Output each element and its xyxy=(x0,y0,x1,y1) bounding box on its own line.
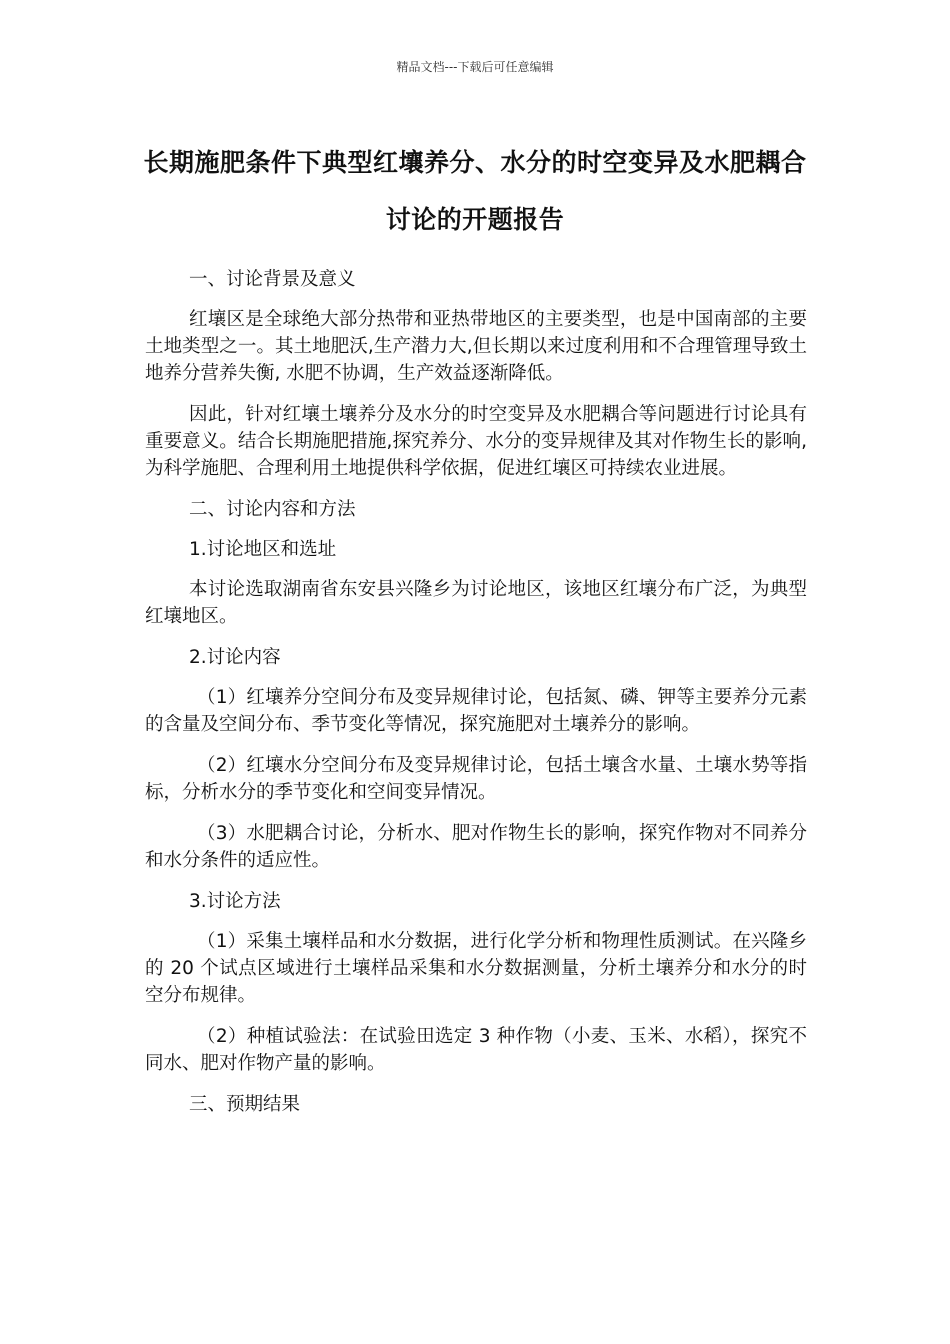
paragraph-red-soil-overview: 红壤区是全球绝大部分热带和亚热带地区的主要类型，也是中国南部的主要土地类型之一。其土地肥沃,生产潜力大,但长期以来过度利用和不合理管理导致土地养分营养失衡, 水肥不协调，生产效益逐渐降低。 xyxy=(145,309,807,384)
section-heading-background: 一、讨论背景及意义 xyxy=(189,269,356,290)
section-heading-content-methods: 二、讨论内容和方法 xyxy=(189,499,356,520)
document-body xyxy=(145,266,807,1131)
subheading-research-content: 2.讨论内容 xyxy=(189,647,281,668)
header-note: 精品文档---下载后可任意编辑 xyxy=(396,60,554,74)
paragraph-study-area: 本讨论选取湖南省东安县兴隆乡为讨论地区，该地区红壤分布广泛，为典型红壤地区。 xyxy=(145,579,807,627)
paragraph-research-significance: 因此，针对红壤土壤养分及水分的时空变异及水肥耦合等问题进行讨论具有重要意义。结合长期施肥措施,探究养分、水分的变异规律及其对作物生长的影响, 为科学施肥、合理利用土地提供科学依据，促进红壤区可持续农业进展。 xyxy=(145,404,807,479)
subheading-study-area: 1.讨论地区和选址 xyxy=(189,539,337,560)
list-item-water-study: （2）红壤水分空间分布及变异规律讨论，包括土壤含水量、土壤水势等指标，分析水分的季节变化和空间变异情况。 xyxy=(145,755,807,803)
list-item-sampling-method: （1）采集土壤样品和水分数据，进行化学分析和物理性质测试。在兴隆乡的 20 个试点区域进行土壤样品采集和水分数据测量，分析土壤养分和水分的时空分布规律。 xyxy=(145,931,807,1006)
subheading-research-methods: 3.讨论方法 xyxy=(189,891,281,912)
section-heading-expected-results: 三、预期结果 xyxy=(189,1094,301,1115)
list-item-coupling-study: （3）水肥耦合讨论，分析水、肥对作物生长的影响，探究作物对不同养分和水分条件的适应性。 xyxy=(145,823,807,871)
document-title: 长期施肥条件下典型红壤养分、水分的时空变异及水肥耦合讨论的开题报告 xyxy=(143,148,807,234)
list-item-planting-trial: （2）种植试验法：在试验田选定 3 种作物（小麦、玉米、水稻），探究不同水、肥对作物产量的影响。 xyxy=(145,1026,807,1074)
list-item-nutrient-study: （1）红壤养分空间分布及变异规律讨论，包括氮、磷、钾等主要养分元素的含量及空间分布、季节变化等情况，探究施肥对土壤养分的影响。 xyxy=(145,687,807,735)
